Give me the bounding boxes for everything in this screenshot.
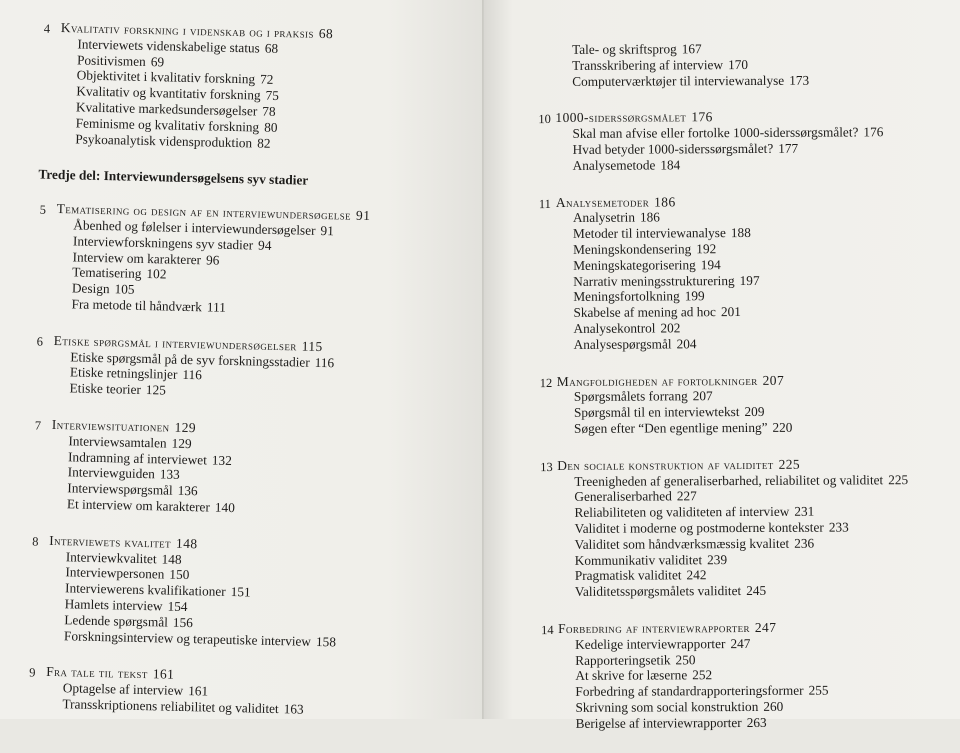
entry-title: Interviewets videnskabelige status (77, 36, 261, 56)
toc-entry (575, 582, 957, 600)
chapter-page: 225 (778, 456, 801, 472)
entry-page: 186 (639, 209, 660, 225)
entry-page: 184 (660, 157, 681, 173)
entry-page: 177 (778, 140, 799, 156)
chapter-title: Etiske spørgsmål i interviewundersøgelser (53, 332, 297, 354)
entry-title: At skrive for læserne (575, 667, 688, 684)
chapter-number: 11 (538, 196, 551, 211)
entry-page: 236 (794, 535, 815, 551)
left-chapters-b (29, 201, 465, 721)
chapter-number: 13 (540, 459, 553, 474)
entry-title: Pragmatisk validitet (574, 567, 682, 584)
entry-page: 116 (182, 367, 203, 383)
entry-title: Validitet i moderne og postmoderne kontekster (574, 519, 824, 536)
entry-title: Interviewspørgsmål (67, 480, 173, 498)
toc-entry (572, 71, 954, 89)
entry-title: Etiske spørgsmål på de syv forskningsstadier (70, 348, 310, 370)
chapter-entries (57, 36, 469, 156)
right-page (484, 0, 960, 731)
continued-chapter (554, 40, 954, 89)
entry-page: 225 (888, 471, 909, 487)
entry-title: Skrivning som social konstruktion (575, 698, 759, 715)
entry-page: 156 (172, 614, 194, 630)
entry-title: Meningsfortolkning (573, 288, 680, 305)
chapter-page: 161 (152, 666, 175, 683)
entry-page: 154 (167, 598, 188, 614)
entry-page: 247 (730, 635, 751, 651)
entry-page: 132 (211, 452, 233, 468)
chapter-title: Tematisering og design af en interviewundersøgelse (56, 201, 352, 223)
entry-title: Interviewguiden (67, 464, 156, 482)
entry-title: Interviewsamtalen (68, 433, 167, 451)
chapter-page: 129 (174, 419, 197, 436)
entry-title: Kedelige interviewrapporter (575, 635, 726, 652)
entry-title: Etiske retningslinjer (69, 364, 178, 383)
chapter-11 (538, 192, 956, 352)
chapter-title: Forbedring af interviewrapporter (558, 619, 750, 636)
chapter-title: Mangfoldigheden af fortolkninger (556, 372, 758, 389)
chapter-page: 68 (318, 25, 334, 42)
left-toc (29, 20, 470, 742)
toc-entry (573, 156, 955, 174)
chapter-page: 247 (754, 619, 777, 635)
entry-page: 173 (789, 72, 810, 88)
entry-title: Validitet som håndværksmæssig kvalitet (574, 535, 790, 552)
entry-page: 102 (146, 266, 167, 282)
entry-title: Validitetsspørgsmålets validitet (574, 583, 742, 600)
chapter-page: 91 (355, 207, 371, 224)
right-toc (538, 40, 958, 753)
chapter-number: 8 (32, 534, 39, 549)
entry-page: 116 (314, 354, 335, 370)
entry-page: 233 (828, 519, 849, 535)
chapter-page: 207 (762, 372, 785, 388)
entry-page: 125 (145, 382, 167, 398)
entry-page: 201 (720, 304, 741, 320)
entry-title: Positivismen (76, 51, 146, 69)
entry-title: Metoder til interviewanalyse (572, 225, 726, 242)
entry-title: Kvalitativ og kvantitativ forskning (76, 83, 261, 103)
chapter-7 (34, 416, 461, 521)
entry-title: Hamlets interview (64, 596, 163, 614)
entry-title: Design (71, 280, 110, 297)
entry-page: 204 (676, 336, 697, 352)
chapter-title: Den sociale konstruktion af validitet (557, 456, 774, 473)
entry-title: Kvalitative markedsundersøgelser (75, 99, 258, 119)
chapter-entries (556, 387, 956, 436)
chapter-heading (539, 371, 956, 390)
entry-title: Reliabiliteten og validiteten af interview (574, 503, 790, 521)
entry-page: 75 (265, 87, 280, 104)
chapter-number: 12 (539, 375, 553, 390)
entry-title: Optagelse af interview (62, 680, 184, 699)
chapter-13 (540, 456, 957, 600)
toc-entry (574, 335, 956, 353)
chapter-entries (51, 348, 462, 405)
entry-page: 209 (744, 404, 765, 420)
entry-page: 176 (863, 124, 884, 140)
entry-page: 239 (707, 551, 728, 567)
chapter-title: Analysemetoder (555, 194, 650, 210)
entry-title: Feminisme og kvalitativ forskning (75, 115, 260, 135)
chapter-number: 10 (538, 112, 551, 127)
chapter-entries (53, 217, 465, 321)
chapter-title: Kvalitativ forskning i videnskab og i praksis (60, 20, 315, 41)
entry-title: Transskribering af interview (572, 56, 724, 73)
chapter-8 (32, 532, 458, 653)
chapter-number: 6 (36, 334, 44, 349)
entry-title: Tematisering (72, 264, 142, 282)
entry-title: Interviewerens kvalifikationer (64, 580, 226, 600)
left-chapters-a (43, 20, 470, 156)
entry-page: 69 (150, 53, 165, 69)
entry-title: Narrativ meningsstrukturering (573, 272, 735, 289)
entry-page: 188 (730, 225, 751, 241)
entry-page: 150 (169, 566, 190, 583)
entry-page: 78 (262, 103, 276, 119)
chapter-entries (556, 471, 957, 599)
chapter-page: 186 (654, 193, 676, 210)
entry-page: 250 (675, 651, 696, 667)
chapter-14 (541, 619, 958, 732)
chapter-page: 148 (175, 535, 198, 551)
right-chapters (538, 108, 957, 731)
chapter-entries (557, 635, 957, 732)
entry-page: 91 (320, 222, 334, 239)
chapter-title: 1000-siderssørgsmålet (555, 109, 687, 126)
chapter-heading (538, 108, 954, 127)
entry-title: Kommunikativ validitet (574, 551, 703, 568)
chapter-heading (541, 619, 957, 637)
entry-title: Analysespørgsmål (573, 336, 672, 352)
entry-page: 105 (114, 281, 135, 297)
entry-title: Hvad betyder 1000-siderssørgsmålet? (572, 140, 774, 157)
chapter-entries (555, 208, 956, 352)
entry-title: Spørgsmålets forrang (573, 388, 688, 405)
chapter-page: 176 (691, 109, 713, 125)
entry-title: Transskriptionens reliabilitet og validitet (62, 696, 279, 717)
entry-title: Interviewpersonen (65, 564, 165, 582)
chapter-entries (49, 433, 461, 521)
entry-page: 94 (257, 237, 272, 253)
toc-entry (574, 471, 956, 489)
chapter-number: 9 (29, 665, 36, 680)
entry-page: 163 (283, 701, 304, 717)
entry-page: 133 (159, 466, 180, 483)
entry-page: 111 (206, 299, 227, 315)
entry-page: 255 (808, 682, 829, 698)
entry-title: Treenigheden af generaliserbarhed, reliabilitet og validitet (574, 471, 884, 489)
entry-title: Analysemetode (572, 157, 656, 173)
entry-title: Generaliserbarhed (574, 488, 672, 505)
entry-title: Psykoanalytisk vidensproduktion (75, 130, 253, 150)
chapter-6 (36, 332, 462, 405)
entry-title: Analysekontrol (573, 320, 656, 336)
entry-page: 82 (257, 135, 271, 151)
entry-title: Interview om karakterer (72, 248, 202, 267)
entry-title: Interviewforskningens syv stadier (72, 233, 254, 253)
chapter-12 (539, 371, 956, 436)
entry-page: 263 (746, 714, 767, 730)
entry-title: Meningskondensering (573, 241, 692, 257)
toc-entry (576, 714, 958, 732)
chapter-number: 14 (541, 622, 554, 637)
entry-page: 192 (696, 241, 717, 257)
chapter-page: 115 (301, 338, 323, 354)
continued-entries (554, 40, 954, 89)
entry-page: 140 (214, 499, 235, 516)
entry-page: 194 (700, 256, 721, 273)
entry-page: 242 (686, 567, 707, 583)
entry-title: Indramning af interviewet (67, 448, 208, 467)
entry-page: 136 (177, 482, 198, 499)
entry-page: 161 (188, 683, 209, 699)
entry-page: 260 (763, 698, 784, 714)
entry-page: 80 (264, 119, 278, 135)
entry-page: 202 (660, 320, 681, 336)
entry-page: 68 (264, 40, 279, 56)
entry-page: 158 (315, 633, 337, 649)
entry-page: 96 (205, 251, 220, 268)
section-heading: Tredje del: Interviewundersøgelsens syv stadier (38, 166, 309, 189)
chapter-10 (538, 108, 954, 173)
entry-page: 220 (772, 419, 793, 435)
entry-page: 199 (684, 288, 705, 304)
entry-title: Analysetrin (572, 209, 636, 226)
chapter-5 (39, 201, 465, 321)
chapter-entries (554, 124, 954, 173)
entry-title: Rapporteringsetik (575, 651, 671, 668)
entry-page: 170 (728, 56, 749, 72)
chapter-entries (46, 548, 458, 652)
entry-title: Skal man afvise eller fortolke 1000-siderssørgsmålet? (572, 124, 859, 142)
entry-title: Fra metode til håndværk (71, 296, 203, 315)
entry-page: 207 (692, 388, 713, 404)
left-page (0, 0, 484, 719)
chapter-number: 5 (39, 202, 47, 217)
entry-title: Forbedring af standardrapporteringsformer (575, 682, 804, 699)
chapter-number: 7 (34, 418, 42, 433)
entry-title: Skabelse af mening ad hoc (573, 304, 716, 321)
chapter-9 (29, 664, 455, 721)
entry-title: Computerværktøjer til interviewanalyse (572, 72, 785, 89)
entry-page: 245 (746, 583, 767, 599)
entry-title: Etiske teorier (69, 380, 142, 398)
entry-title: Spørgsmål til en interviewtekst (573, 404, 740, 421)
chapter-title: Interviewets kvalitet (49, 532, 172, 551)
entry-page: 72 (259, 71, 274, 88)
entry-page: 167 (681, 41, 702, 57)
toc-entry (574, 419, 956, 437)
entry-title: Ledende spørgsmål (64, 611, 169, 630)
entry-page: 148 (161, 550, 182, 567)
entry-title: Objektivitet i kvalitativ forskning (76, 67, 256, 87)
entry-page: 231 (794, 503, 815, 519)
chapter-heading (538, 192, 955, 211)
entry-title: Forskningsinterview og terapeutiske interview (63, 627, 312, 649)
chapter-heading (540, 456, 956, 474)
entry-title: Åbenhed og følelser i interviewundersøgelser (73, 217, 316, 238)
entry-title: Interviewkvalitet (65, 548, 157, 566)
entry-title: Tale- og skriftsprog (571, 41, 677, 57)
entry-title: Berigelse af interviewrapporter (575, 714, 742, 731)
chapter-number: 4 (43, 21, 51, 36)
entry-title: Et interview om karakterer (66, 496, 211, 515)
chapter-title: Fra tale til tekst (46, 664, 148, 682)
entry-page: 252 (692, 667, 713, 683)
entry-page: 227 (676, 488, 697, 504)
entry-page: 151 (230, 584, 251, 600)
entry-title: Søgen efter “Den egentlige mening” (573, 419, 768, 436)
entry-page: 197 (739, 272, 760, 288)
entry-title: Meningskategorisering (573, 257, 696, 273)
entry-page: 129 (171, 435, 192, 451)
chapter-4 (43, 20, 470, 156)
chapter-title: Interviewsituationen (51, 416, 170, 435)
